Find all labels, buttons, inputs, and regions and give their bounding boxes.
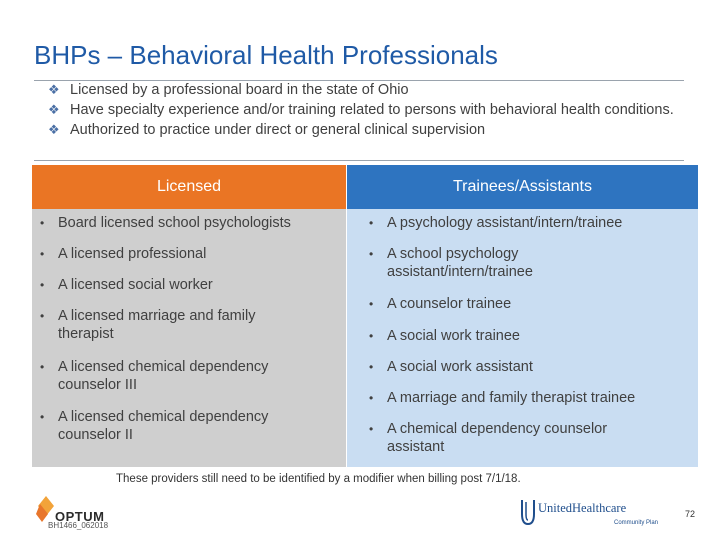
trainee-item: • A psychology assistant/intern/trainee — [361, 214, 681, 232]
bullet-icon: • — [369, 297, 374, 311]
licensed-item: • Board licensed school psychologists — [32, 214, 332, 232]
licensed-item: • A licensed chemical dependency counselor II — [32, 408, 302, 444]
unitedhealthcare-logo — [518, 494, 659, 530]
trainee-item: • A marriage and family therapist trainee — [361, 389, 681, 407]
community-plan-label: Community Plan — [614, 520, 659, 526]
trainee-item: • A chemical dependency counselor assistant — [361, 420, 651, 456]
bullet-icon: • — [40, 410, 45, 424]
bullet-icon: • — [40, 247, 45, 261]
licensed-header: Licensed — [32, 165, 346, 209]
trainees-header: Trainees/Assistants — [347, 165, 698, 209]
trainees-column — [347, 209, 698, 467]
bullet-icon: • — [40, 216, 45, 230]
diamond-bullet-icon: ❖ — [48, 102, 60, 117]
bullet-icon: • — [369, 247, 374, 261]
intro-bullets — [48, 80, 678, 140]
unitedhealthcare-wordmark: UnitedHealthcare — [538, 501, 627, 515]
trainee-item: • A school psychology assistant/intern/trainee — [361, 245, 571, 281]
diamond-bullet-icon: ❖ — [48, 122, 60, 137]
page-title: BHPs – Behavioral Health Professionals — [34, 40, 498, 70]
licensed-item: • A licensed marriage and family therapist — [32, 307, 302, 343]
footer-note: These providers still need to be identified by a modifier when billing post 7/1/18. — [116, 473, 521, 485]
licensed-item: • A licensed social worker — [32, 276, 332, 294]
bullet-icon: • — [40, 278, 45, 292]
intro-bullet: ❖ Have specialty experience and/or training related to persons with behavioral health conditions. — [48, 102, 674, 118]
intro-divider — [34, 160, 684, 161]
bullet-icon: • — [40, 360, 45, 374]
intro-bullet: ❖ Authorized to practice under direct or general clinical supervision — [48, 122, 486, 138]
bullet-icon: • — [369, 391, 374, 405]
trainee-item: • A social work assistant — [361, 358, 681, 376]
licensed-column — [32, 209, 346, 467]
bullet-icon: • — [40, 309, 45, 323]
diamond-bullet-icon: ❖ — [48, 82, 60, 97]
page-number: 72 — [685, 509, 696, 519]
licensed-item: • A licensed chemical dependency counselor III — [32, 358, 302, 394]
trainee-item: • A social work trainee — [361, 327, 681, 345]
optum-wordmark: OPTUM — [55, 509, 105, 524]
bullet-icon: • — [369, 422, 374, 436]
intro-bullet: ❖ Licensed by a professional board in the state of Ohio — [48, 82, 409, 98]
bullet-icon: • — [369, 329, 374, 343]
licensed-item: • A licensed professional — [32, 245, 332, 263]
trainee-item: • A counselor trainee — [361, 295, 681, 313]
document-id: BH1466_062018 — [48, 521, 109, 530]
bullet-icon: • — [369, 216, 374, 230]
bullet-icon: • — [369, 360, 374, 374]
